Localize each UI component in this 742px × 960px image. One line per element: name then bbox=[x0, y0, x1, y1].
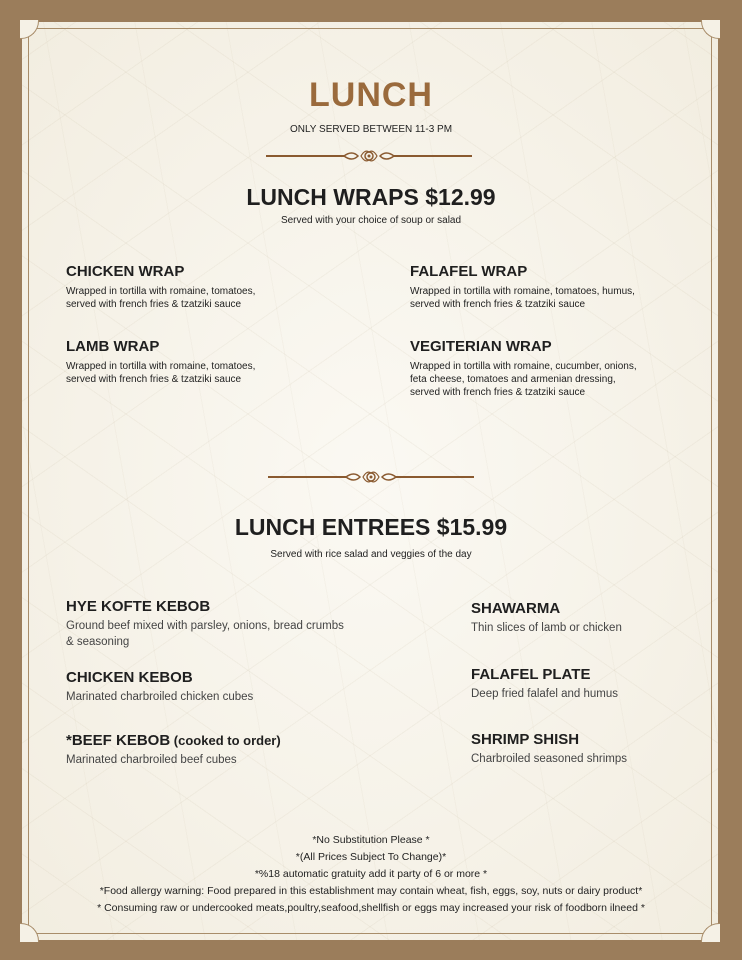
item-description: served with french fries & tzatziki sauce bbox=[66, 299, 242, 310]
note-line: *%18 automatic gratuity add it party of 6 or more * bbox=[254, 868, 488, 880]
note-line: *(All Prices Subject To Change)* bbox=[295, 851, 447, 863]
item-description: served with french fries & tzatziki sauce bbox=[410, 387, 586, 398]
ornament-divider-icon bbox=[266, 148, 472, 164]
item-name: CHICKEN WRAP bbox=[66, 263, 185, 280]
item-description: Deep fried falafel and humus bbox=[471, 688, 619, 700]
item-name: SHRIMP SHISH bbox=[471, 731, 580, 748]
item-name bbox=[66, 732, 281, 749]
item-description: Wrapped in tortilla with romaine, tomatoes, bbox=[66, 361, 256, 372]
entrees-section-subtitle: Served with rice salad and veggies of the day bbox=[270, 549, 472, 560]
item-name: FALAFEL PLATE bbox=[471, 666, 591, 683]
menu-item bbox=[66, 732, 281, 768]
menu-item bbox=[66, 669, 253, 705]
item-description: Charbroiled seasoned shrimps bbox=[471, 753, 627, 765]
item-description: Thin slices of lamb or chicken bbox=[471, 622, 622, 634]
item-description: & seasoning bbox=[66, 636, 130, 648]
page-subtitle: ONLY SERVED BETWEEN 11-3 PM bbox=[289, 124, 453, 135]
item-description: feta cheese, tomatoes and armenian dressing, bbox=[410, 374, 616, 385]
menu-item bbox=[66, 598, 344, 650]
item-description: Marinated charbroiled chicken cubes bbox=[66, 691, 254, 703]
item-name-suffix: (cooked to order) bbox=[170, 733, 281, 748]
note-line: *Food allergy warning: Food prepared in this establishment may contain wheat, fish, eggs, soy, nuts or dairy product* bbox=[99, 885, 643, 897]
item-name-text: *BEEF KEBOB bbox=[66, 732, 171, 749]
item-name: FALAFEL WRAP bbox=[410, 263, 528, 280]
menu-item bbox=[471, 666, 618, 702]
item-name: CHICKEN KEBOB bbox=[66, 669, 193, 686]
page-title: LUNCH bbox=[309, 76, 433, 114]
entrees-section-title: LUNCH ENTREES $15.99 bbox=[234, 514, 508, 540]
ornament-divider-icon bbox=[268, 469, 474, 485]
item-description: Wrapped in tortilla with romaine, cucumber, onions, bbox=[410, 361, 637, 372]
note-line: *No Substitution Please * bbox=[312, 834, 430, 846]
item-description: served with french fries & tzatziki sauce bbox=[66, 374, 242, 385]
item-description: Ground beef mixed with parsley, onions, bread crumbs bbox=[66, 620, 344, 632]
item-description: Wrapped in tortilla with romaine, tomatoes, bbox=[66, 286, 256, 297]
menu-item bbox=[471, 731, 627, 767]
item-name: SHAWARMA bbox=[471, 600, 561, 617]
wraps-section-subtitle: Served with your choice of soup or salad bbox=[280, 215, 462, 226]
menu-item bbox=[410, 338, 637, 399]
menu-item bbox=[66, 263, 255, 311]
item-name: HYE KOFTE KEBOB bbox=[66, 598, 211, 615]
item-name: VEGITERIAN WRAP bbox=[410, 338, 552, 355]
item-description: served with french fries & tzatziki sauce bbox=[410, 299, 586, 310]
menu-item bbox=[66, 338, 255, 386]
item-name: LAMB WRAP bbox=[66, 338, 160, 355]
item-description: Marinated charbroiled beef cubes bbox=[66, 754, 237, 766]
menu-item bbox=[410, 263, 635, 311]
footer-notes bbox=[0, 832, 742, 917]
note-line: * Consuming raw or undercooked meats,poultry,seafood,shellfish or eggs may increased your risk of foodborn ilneed * bbox=[97, 902, 645, 914]
menu-item bbox=[471, 600, 622, 636]
wraps-section-title: LUNCH WRAPS $12.99 bbox=[246, 184, 496, 210]
item-description: Wrapped in tortilla with romaine, tomatoes, humus, bbox=[410, 286, 635, 297]
